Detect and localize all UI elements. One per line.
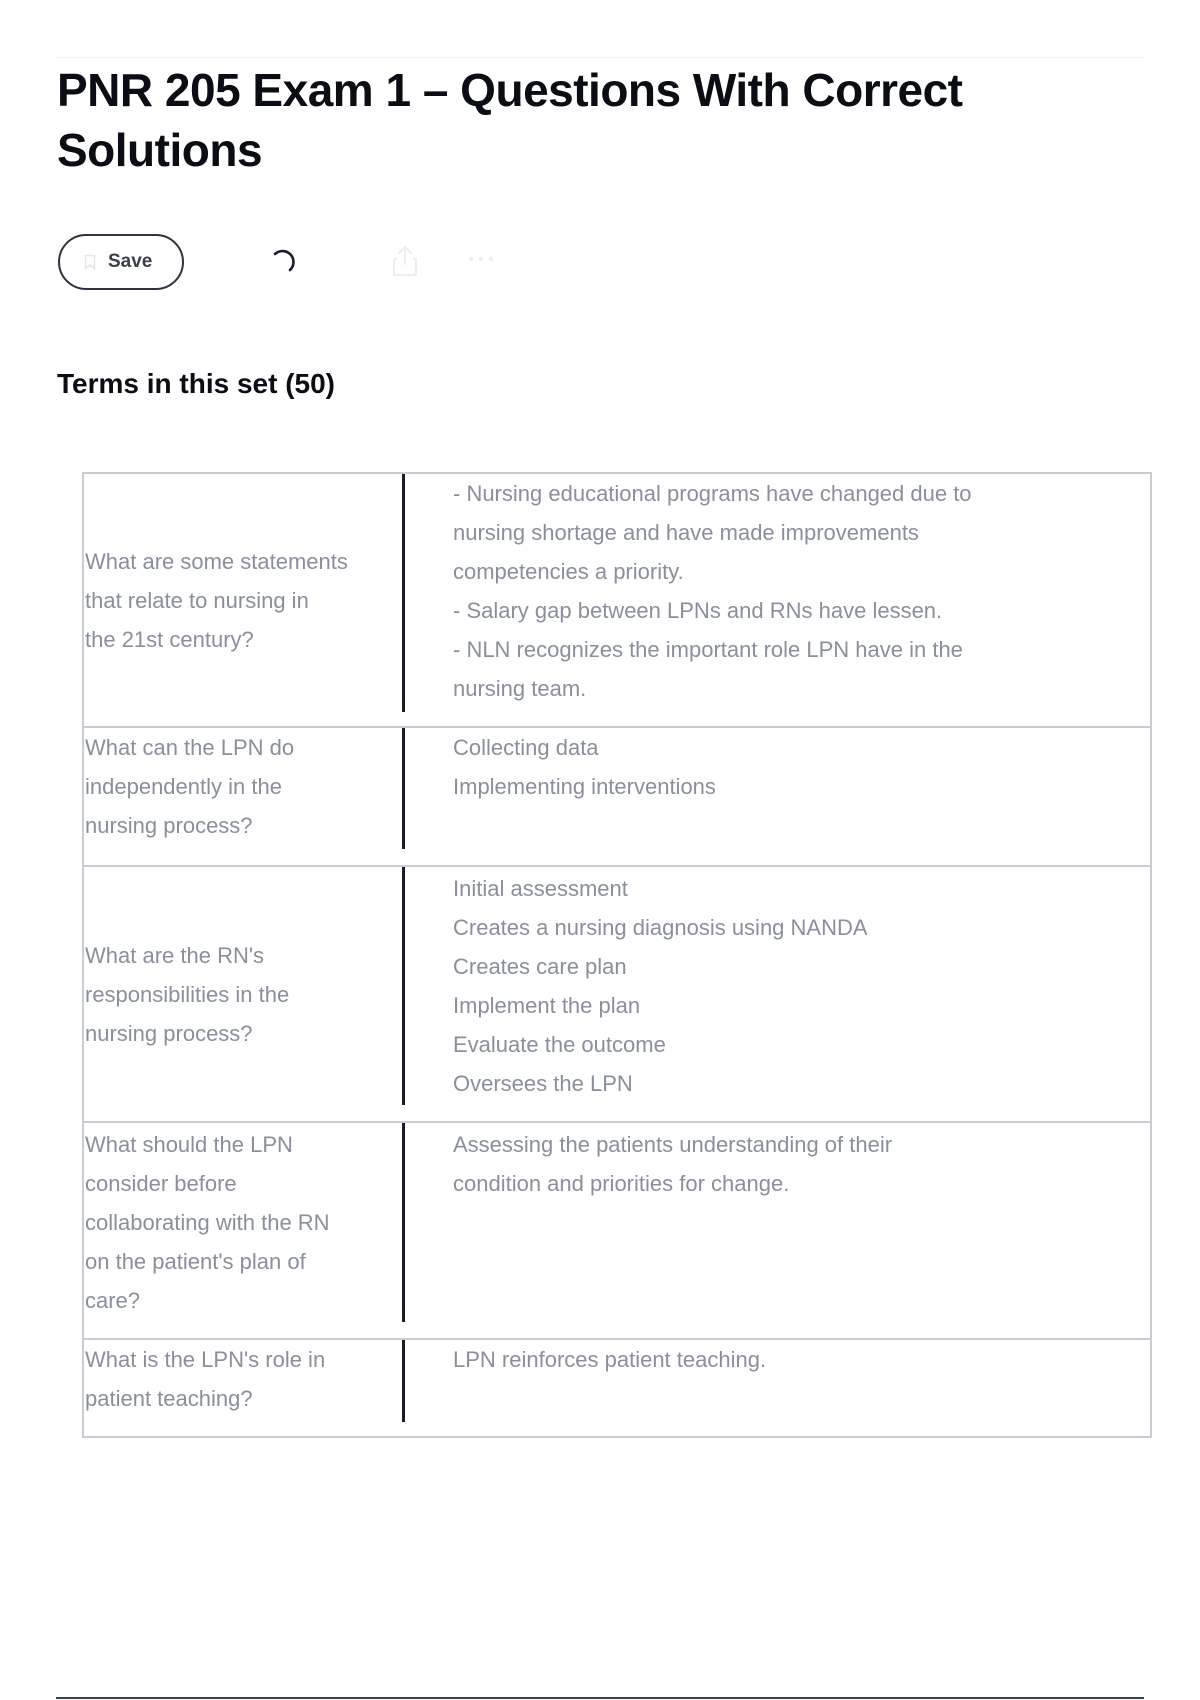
definition-line: Implement the plan (453, 993, 641, 1018)
definition-line: - Nursing educational programs have changed due to (453, 481, 972, 506)
save-button[interactable] (58, 234, 184, 290)
spinner-icon (268, 246, 298, 276)
definition-line: Collecting data (453, 735, 599, 760)
term-cell (84, 867, 402, 1121)
definition-line: Implementing interventions (453, 774, 716, 799)
term-line: independently in the (85, 774, 282, 799)
toolbar (58, 234, 658, 294)
table-row[interactable] (84, 1123, 1150, 1340)
definition-line: nursing shortage and have made improvements (453, 520, 919, 545)
definition-cell (405, 474, 1150, 726)
top-divider (56, 57, 1144, 58)
term-cell (84, 728, 402, 865)
table-row[interactable] (84, 474, 1150, 728)
term-line: What are the RN's (85, 942, 265, 968)
table-row[interactable] (84, 867, 1150, 1123)
term-line: the 21st century? (85, 626, 254, 652)
term-line: collaborating with the RN (85, 1210, 330, 1235)
definition-line: condition and priorities for change. (453, 1171, 790, 1196)
bottom-divider (56, 1697, 1144, 1699)
share-icon[interactable] (391, 244, 419, 278)
term-line: care? (85, 1288, 141, 1313)
definition-line: - NLN recognizes the important role LPN have in the (453, 637, 963, 662)
term-cell (84, 1340, 402, 1436)
term-line: that relate to nursing in (85, 587, 309, 613)
terms-table (82, 472, 1152, 1438)
page-title: PNR 205 Exam 1 – Questions With Correct Solutions (57, 64, 963, 176)
term-line: nursing process? (85, 1020, 253, 1046)
definition-line: Assessing the patients understanding of their (453, 1132, 893, 1157)
definition-line: nursing team. (453, 676, 587, 701)
definition-line: LPN reinforces patient teaching. (453, 1347, 767, 1372)
table-row[interactable] (84, 1340, 1150, 1436)
save-label: Save (108, 251, 153, 272)
term-line: patient teaching? (85, 1386, 253, 1411)
definition-line: Initial assessment (453, 876, 628, 901)
definition-cell (405, 867, 1150, 1121)
terms-heading: Terms in this set (50) (57, 368, 336, 399)
definition-line: competencies a priority. (453, 559, 684, 584)
definition-line: Creates a nursing diagnosis using NANDA (453, 915, 868, 940)
definition-line: - Salary gap between LPNs and RNs have lessen. (453, 598, 943, 623)
definition-line: Oversees the LPN (453, 1071, 633, 1096)
definition-cell (405, 1340, 1150, 1436)
table-row[interactable] (84, 728, 1150, 867)
term-line: nursing process? (85, 813, 253, 838)
definition-line: Creates care plan (453, 954, 627, 979)
term-cell (84, 1123, 402, 1338)
term-line: responsibilities in the (85, 981, 290, 1007)
term-line: What can the LPN do (85, 735, 295, 760)
definition-cell (405, 728, 1150, 865)
term-line: on the patient's plan of (85, 1249, 306, 1274)
term-cell (84, 474, 402, 726)
more-icon[interactable] (466, 254, 496, 264)
definition-line: Evaluate the outcome (453, 1032, 666, 1057)
term-line: What should the LPN (85, 1132, 293, 1157)
definition-cell (405, 1123, 1150, 1338)
term-line: What is the LPN's role in (85, 1347, 326, 1372)
bookmark-icon (84, 254, 96, 270)
term-line: What are some statements (85, 548, 348, 574)
term-line: consider before (85, 1171, 237, 1196)
